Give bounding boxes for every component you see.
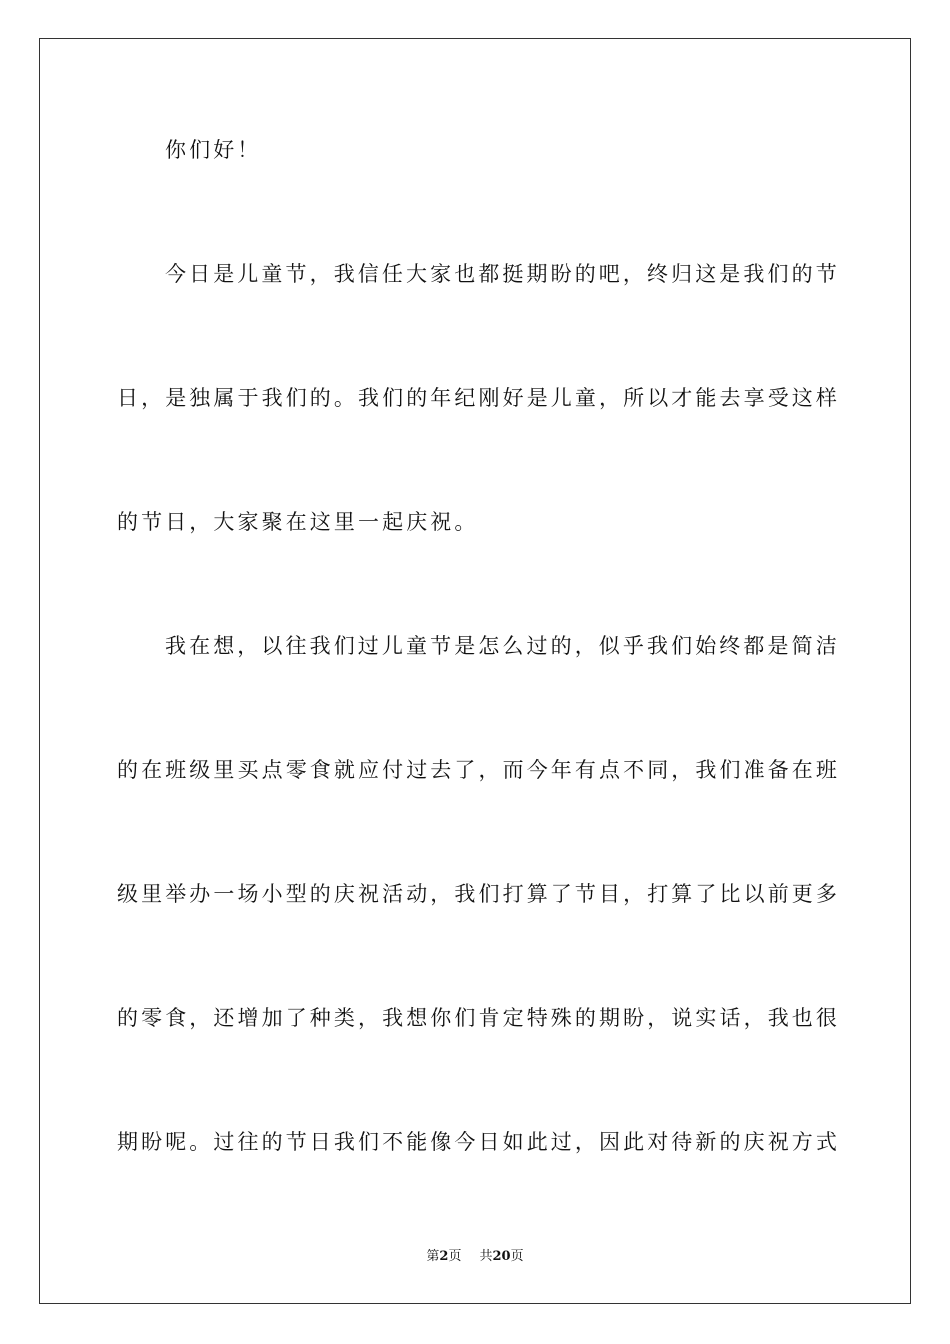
paragraph-2-line-4: 的零食，还增加了种类，我想你们肯定特殊的期盼，说实话，我也很 bbox=[117, 1006, 840, 1030]
paragraph-1-line-1: 今日是儿童节，我信任大家也都挺期盼的吧，终归这是我们的节 bbox=[165, 262, 840, 286]
paragraph-2-line-3: 级里举办一场小型的庆祝活动，我们打算了节目，打算了比以前更多 bbox=[117, 882, 840, 906]
paragraph-1-line-3: 的节日，大家聚在这里一起庆祝。 bbox=[117, 510, 479, 534]
paragraph-1-line-2: 日，是独属于我们的。我们的年纪刚好是儿童，所以才能去享受这样 bbox=[117, 386, 840, 410]
paragraph-2-line-1: 我在想，以往我们过儿童节是怎么过的，似乎我们始终都是简洁 bbox=[165, 634, 840, 658]
page-suffix: 页 bbox=[448, 1249, 462, 1264]
page-prefix: 第 bbox=[426, 1249, 440, 1264]
page-number: 2 bbox=[439, 1249, 449, 1264]
total-suffix: 页 bbox=[510, 1249, 524, 1264]
page-border bbox=[39, 38, 911, 1304]
total-prefix: 共 bbox=[479, 1249, 493, 1264]
paragraph-2-line-5: 期盼呢。过往的节日我们不能像今日如此过，因此对待新的庆祝方式 bbox=[117, 1130, 840, 1154]
greeting-line: 你们好！ bbox=[165, 138, 262, 162]
total-pages: 20 bbox=[492, 1249, 511, 1264]
paragraph-2-line-2: 的在班级里买点零食就应付过去了，而今年有点不同，我们准备在班 bbox=[117, 758, 840, 782]
page-footer bbox=[0, 1248, 950, 1266]
